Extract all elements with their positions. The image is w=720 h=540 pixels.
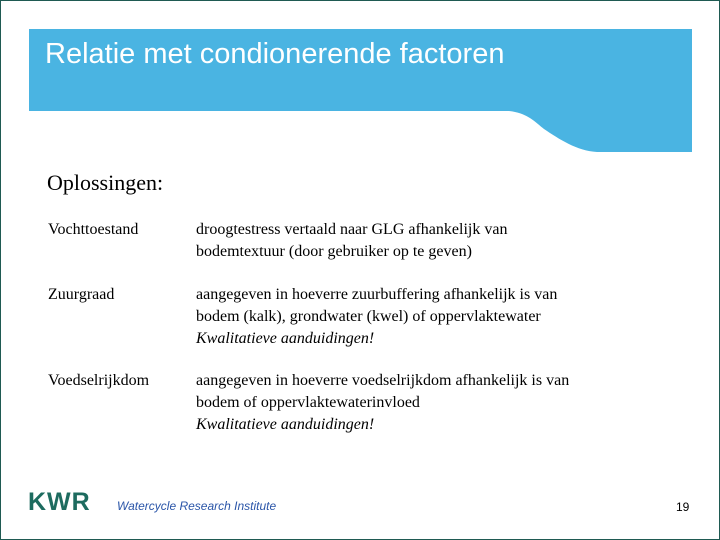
row-label-voedselrijkdom: Voedselrijkdom: [48, 372, 150, 389]
qualitative-note: Kwalitatieve aanduidingen!: [196, 330, 375, 347]
institute-name: Watercycle Research Institute: [117, 499, 277, 513]
kwr-logo: KWR: [28, 488, 91, 516]
qualitative-note: Kwalitatieve aanduidingen!: [196, 416, 375, 433]
description-line: bodem of oppervlaktewaterinvloed: [196, 394, 420, 411]
row-label-vochttoestand: Vochttoestand: [48, 221, 139, 238]
description-line: aangegeven in hoeverre zuurbuffering afhankelijk is van: [196, 286, 558, 303]
row-label-zuurgraad: Zuurgraad: [48, 286, 115, 303]
description-line: droogtestress vertaald naar GLG afhankelijk van: [196, 221, 508, 238]
row-description-zuurgraad: [196, 284, 666, 350]
description-line: aangegeven in hoeverre voedselrijkdom afhankelijk is van: [196, 372, 570, 389]
slide-title: Relatie met condionerende factoren: [45, 38, 505, 70]
subtitle: Oplossingen:: [47, 170, 164, 195]
page-number: 19: [676, 500, 690, 514]
description-line: bodem (kalk), grondwater (kwel) of oppervlaktewater: [196, 308, 541, 325]
row-description-vochttoestand: [196, 219, 666, 263]
row-description-voedselrijkdom: [196, 370, 666, 436]
description-line: bodemtextuur (door gebruiker op te geven): [196, 243, 472, 260]
